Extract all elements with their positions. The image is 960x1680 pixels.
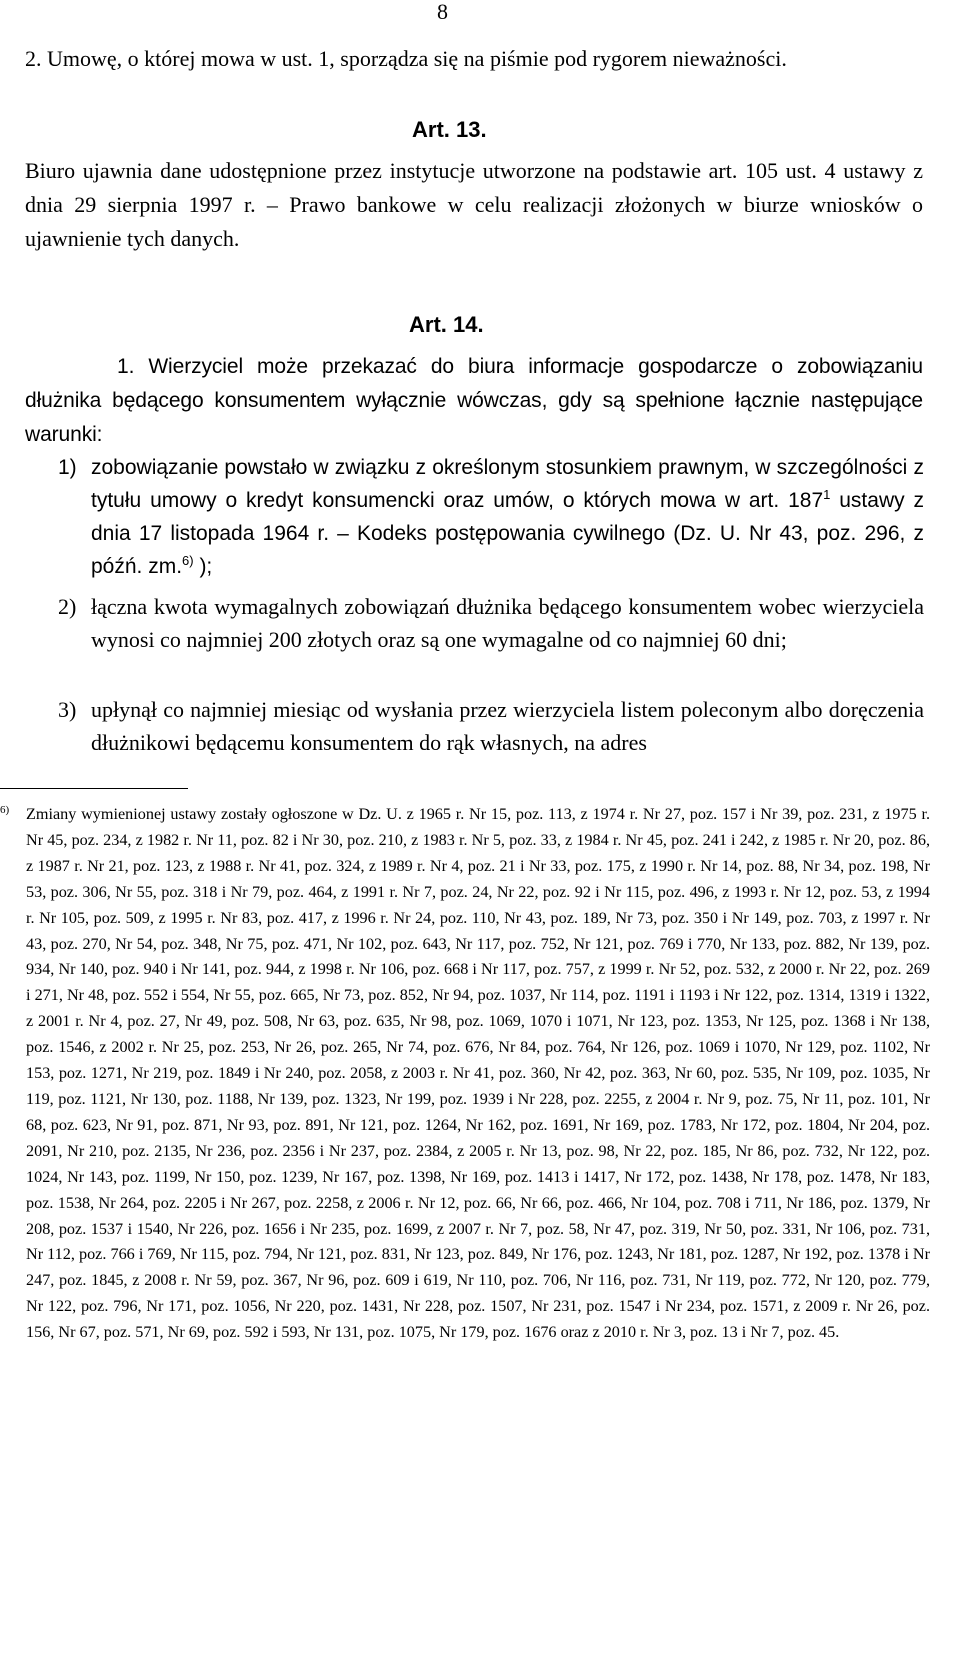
list-item-number: 1) xyxy=(58,456,77,479)
list-item-text: łączna kwota wymagalnych zobowiązań dłużnika będącego konsumentem wobec wierzyciela wynosi co najmniej 200 złotych oraz są one wymagalne od co najmniej 60 dni; xyxy=(91,594,924,652)
list-item-text: zobowiązanie powstało w związku z określonym stosunkiem prawnym, w szczególności z tytułu umowy o kredyt konsumencki oraz umów, o których mowa w art. 187 xyxy=(91,456,924,512)
list-item-3 xyxy=(58,693,924,759)
footnote-text: Zmiany wymienionej ustawy zostały ogłoszone w Dz. U. z 1965 r. Nr 15, poz. 113, z 1974 r. Nr 27, poz. 157 i Nr 39, poz. 231, z 1975 r. Nr 45, poz. 234, z 1982 r. Nr 11, poz. 82 i Nr 30, poz. 210, z 1983 r. Nr 5, poz. 33, z 1984 r. Nr 45, poz. 241 i 242, z 1985 r. Nr 20, poz. 86, z 1987 r. Nr 21, poz. 123, z 1988 r. Nr 41, poz. 324, z 1989 r. Nr 4, poz. 21 i Nr 33, poz. 175, z 1990 r. Nr 14, poz. 88, Nr 34, poz. 198, Nr 53, poz. 306, Nr 55, poz. 318 i Nr 79, poz. 464, z 1991 r. Nr 7, poz. 24, Nr 22, poz. 92 i Nr 115, poz. 496, z 1993 r. Nr 12, poz. 53, z 1994 r. Nr 105, poz. 509, z 1995 r. Nr 83, poz. 417, z 1996 r. Nr 24, poz. 110, Nr 43, poz. 189, Nr 73, poz. 350 i Nr 149, poz. 703, z 1997 r. Nr 43, poz. 270, Nr 54, poz. 348, Nr 75, poz. 471, Nr 102, poz. 643, Nr 117, poz. 752, Nr 121, poz. 769 i 770, Nr 133, poz. 882, Nr 139, poz. 934, Nr 140, poz. 940 i Nr 141, poz. 944, z 1998 r. Nr 106, poz. 668 i Nr 117, poz. 757, z 1999 r. Nr 52, poz. 532, z 2000 r. Nr 22, poz. 269 i 271, Nr 48, poz. 552 i 554, Nr 55, poz. 665, Nr 73, poz. 852, Nr 94, poz. 1037, Nr 114, poz. 1191 i 1193 i Nr 122, poz. 1314, 1319 i 1322, z 2001 r. Nr 4, poz. 27, Nr 49, poz. 508, Nr 63, poz. 635, Nr 98, poz. 1069, 1070 i 1071, Nr 123, poz. 1353, Nr 125, poz. 1368 i Nr 138, poz. 1546, z 2002 r. Nr 25, poz. 253, Nr 26, poz. 265, Nr 74, poz. 676, Nr 84, poz. 764, Nr 126, poz. 1069 i 1070, Nr 129, poz. 1102, Nr 153, poz. 1271, Nr 219, poz. 1849 i Nr 240, poz. 2058, z 2003 r. Nr 41, poz. 360, Nr 42, poz. 363, Nr 60, poz. 535, Nr 109, poz. 1035, Nr 119, poz. 1121, Nr 130, poz. 1188, Nr 139, poz. 1323, Nr 199, poz. 1939 i Nr 228, poz. 2255, z 2004 r. Nr 9, poz. 75, Nr 11, poz. 101, Nr 68, poz. 623, Nr 91, poz. 871, Nr 93, poz. 891, Nr 121, poz. 1264, Nr 162, poz. 1691, Nr 169, poz. 1783, Nr 172, poz. 1804, Nr 204, poz. 2091, Nr 210, poz. 2135, Nr 236, poz. 2356 i Nr 237, poz. 2384, z 2005 r. Nr 13, poz. 98, Nr 22, poz. 185, Nr 86, poz. 732, Nr 122, poz. 1024, Nr 143, poz. 1199, Nr 150, poz. 1239, Nr 167, poz. 1398, Nr 169, poz. 1413 i 1417, Nr 172, poz. 1438, Nr 178, poz. 1478, Nr 183, poz. 1538, Nr 264, poz. 2205 i Nr 267, poz. 2258, z 2006 r. Nr 12, poz. 66, Nr 66, poz. 466, Nr 104, poz. 708 i 711, Nr 186, poz. 1379, Nr 208, poz. 1537 i 1540, Nr 226, poz. 1656 i Nr 235, poz. 1699, z 2007 r. Nr 7, poz. 58, Nr 47, poz. 319, Nr 50, poz. 331, Nr 106, poz. 731, Nr 112, poz. 766 i 769, Nr 115, poz. 794, Nr 121, poz. 831, Nr 123, poz. 849, Nr 176, poz. 1243, Nr 181, poz. 1287, Nr 192, poz. 1378 i Nr 247, poz. 1845, z 2008 r. Nr 59, poz. 367, Nr 96, poz. 609 i 619, Nr 110, poz. 706, Nr 116, poz. 731, Nr 119, poz. 772, Nr 120, poz. 779, Nr 122, poz. 796, Nr 171, poz. 1056, Nr 220, poz. 1431, Nr 228, poz. 1507, Nr 231, poz. 1547 i Nr 234, poz. 1571, z 2009 r. Nr 26, poz. 156, Nr 67, poz. 571, Nr 69, poz. 592 i 593, Nr 131, poz. 1075, Nr 179, poz. 1676 oraz z 2010 r. Nr 3, poz. 13 i Nr 7, poz. 45. xyxy=(26,805,930,1342)
footnote-reference: 6) xyxy=(182,553,194,568)
paragraph-2: 2. Umowę, o której mowa w ust. 1, sporządza się na piśmie pod rygorem nieważności. xyxy=(25,46,787,71)
list-item-text: ); xyxy=(193,555,213,578)
list-item-2 xyxy=(58,590,924,656)
article-14-heading: Art. 14. xyxy=(409,312,484,337)
list-item-number: 3) xyxy=(58,697,77,722)
list-item-text: upłynął co najmniej miesiąc od wysłania przez wierzyciela listem poleconym albo doręczenia dłużnikowi będącemu konsumentem do rąk własnych, na adres xyxy=(91,697,924,755)
list-item-text: ustawy z dnia 17 listopada 1964 r. – Kodeks postępowania cywilnego (Dz. U. Nr 43, poz. 296, z późń. zm. xyxy=(91,489,924,578)
footnote xyxy=(0,802,930,1346)
footnote-separator xyxy=(0,788,188,789)
page-number: 8 xyxy=(437,0,448,24)
list-item-1 xyxy=(58,451,924,583)
footnote-mark: 6) xyxy=(0,804,10,816)
article-13-heading: Art. 13. xyxy=(412,117,487,142)
list-item-number: 2) xyxy=(58,594,77,619)
article-13-text: Biuro ujawnia dane udostępnione przez instytucje utworzone na podstawie art. 105 ust. 4 ustawy z dnia 29 sierpnia 1997 r. – Prawo bankowe w celu realizacji złożonych w biurze wniosków o ujawnienie tych danych. xyxy=(25,158,923,251)
superscript: 1 xyxy=(823,487,831,502)
article-14-paragraph-1: 1. Wierzyciel może przekazać do biura informacje gospodarcze o zobowiązaniu dłużnika będącego konsumentem wyłącznie wówczas, gdy są spełnione łącznie następujące warunki: xyxy=(25,355,923,446)
